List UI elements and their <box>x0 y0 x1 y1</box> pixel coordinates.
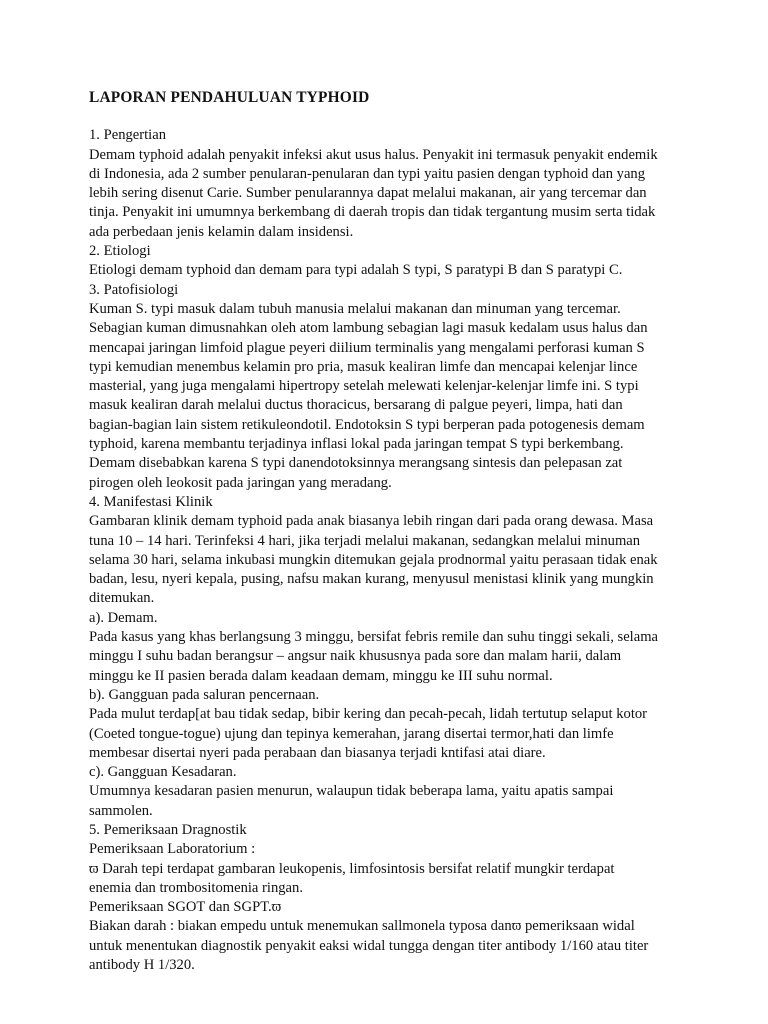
text-line: Pemeriksaan SGOT dan SGPT.ϖ <box>89 899 282 916</box>
text-line: 1. Pengertian <box>89 127 167 144</box>
text-line: untuk menentukan diagnostik penyakit eaksi widal tungga dengan titer antibody 1/160 atau titer <box>89 937 649 954</box>
text-line: masterial, yang juga mengalami hipertropy setelah melewati kelenjar-kelenjar limfe ini. S typi <box>89 378 639 395</box>
text-line: enemia dan trombositomenia ringan. <box>89 879 303 896</box>
text-line: ditemukan. <box>89 590 155 607</box>
text-line: (Coeted tongue-togue) ujung dan tepinya kemerahan, jarang disertai termor,hati dan limfe <box>89 725 614 742</box>
text-line: Umumnya kesadaran pasien menurun, walaupun tidak beberapa lama, yaitu apatis sampai <box>89 783 614 800</box>
document-body <box>89 126 729 975</box>
text-line: Demam disebabkan karena S typi danendotoksinnya merangsang sintesis dan pelepasan zat <box>89 455 623 472</box>
text-line: 3. Patofisiologi <box>89 281 179 298</box>
text-line: a). Demam. <box>89 609 158 626</box>
text-line: membesar disertai nyeri pada perabaan dan biasanya terjadi kntifasi atai diare. <box>89 744 546 761</box>
text-line: Kuman S. typi masuk dalam tubuh manusia melalui makanan dan minuman yang tercemar. <box>89 300 621 317</box>
text-line: antibody H 1/320. <box>89 957 195 974</box>
text-line: typhoid, karena membantu terjadinya inflasi lokal pada jaringan tempat S typi berkembang. <box>89 436 624 453</box>
text-line: di Indonesia, ada 2 sumber penularan-penularan dan typi yaitu pasien dengan typhoid dan yang <box>89 165 646 182</box>
text-line: minggu I suhu badan berangsur – angsur naik khususnya pada sore dan malam harii, dalam <box>89 648 622 665</box>
text-line: Biakan darah : biakan empedu untuk menemukan sallmonela typosa danϖ pemeriksaan widal <box>89 918 635 935</box>
document-page <box>89 88 729 975</box>
document-title: LAPORAN PENDAHULUAN TYPHOID <box>89 89 370 106</box>
text-line: lebih sering disenut Carie. Sumber penularannya dapat melalui makanan, air yang tercemar dan <box>89 185 647 202</box>
text-line: pirogen oleh leokosit pada jaringan yang meradang. <box>89 474 392 491</box>
text-line: b). Gangguan pada saluran pencernaan. <box>89 686 320 703</box>
text-line: Gambaran klinik demam typhoid pada anak biasanya lebih ringan dari pada orang dewasa. Masa <box>89 513 654 530</box>
text-line: mencapai jaringan limfoid plague peyeri diilium terminalis yang mengalami perforasi kuman S <box>89 339 645 356</box>
text-line: typi kemudian menembus kelamin pro pria, masuk kealiran limfe dan mencapai kelenjar lince <box>89 358 638 375</box>
text-line: ada perbedaan jenis kelamin dalam insidensi. <box>89 223 354 240</box>
text-line: badan, lesu, nyeri kepala, pusing, nafsu makan kurang, menyusul menistasi klinik yang mungkin <box>89 571 654 588</box>
text-line: ϖ Darah tepi terdapat gambaran leukopenis, limfosintosis bersifat relatif mungkir terdapat <box>89 860 615 877</box>
text-line: Etiologi demam typhoid dan demam para typi adalah S typi, S paratypi B dan S paratypi C. <box>89 262 623 279</box>
text-line: 4. Manifestasi Klinik <box>89 493 213 510</box>
text-line: masuk kealiran darah melalui ductus thoracicus, bersarang di palgue peyeri, limpa, hati dan <box>89 397 623 414</box>
text-line: sammolen. <box>89 802 153 819</box>
text-line: selama 30 hari, selama inkubasi mungkin ditemukan gejala prodnormal yaitu perasaan tidak enak <box>89 551 658 568</box>
text-line: Pada mulut terdap[at bau tidak sedap, bibir kering dan pecah-pecah, lidah tertutup selaput kotor <box>89 706 648 723</box>
text-line: Pada kasus yang khas berlangsung 3 minggu, bersifat febris remile dan suhu tinggi sekali, selama <box>89 629 659 646</box>
text-line: tuna 10 – 14 hari. Terinfeksi 4 hari, jika terjadi melalui makanan, sedangkan melalui minuman <box>89 532 641 549</box>
text-line: c). Gangguan Kesadaran. <box>89 764 237 781</box>
text-line: Demam typhoid adalah penyakit infeksi akut usus halus. Penyakit ini termasuk penyakit endemik <box>89 146 658 163</box>
text-line: Sebagian kuman dimusnahkan oleh atom lambung sebagian lagi masuk kedalam usus halus dan <box>89 320 648 337</box>
text-line: bagian-bagian lain sistem retikuleondotil. Endotoksin S typi berperan pada potogenesis demam <box>89 416 645 433</box>
text-line: tinja. Penyakit ini umumnya berkembang di daerah tropis dan tidak tergantung musim serta tidak <box>89 204 656 221</box>
text-line: 5. Pemeriksaan Dragnostik <box>89 821 247 838</box>
text-line: Pemeriksaan Laboratorium : <box>89 841 256 858</box>
text-line: 2. Etiologi <box>89 243 151 260</box>
text-line: minggu ke II pasien berada dalam keadaan demam, minggu ke III suhu normal. <box>89 667 553 684</box>
